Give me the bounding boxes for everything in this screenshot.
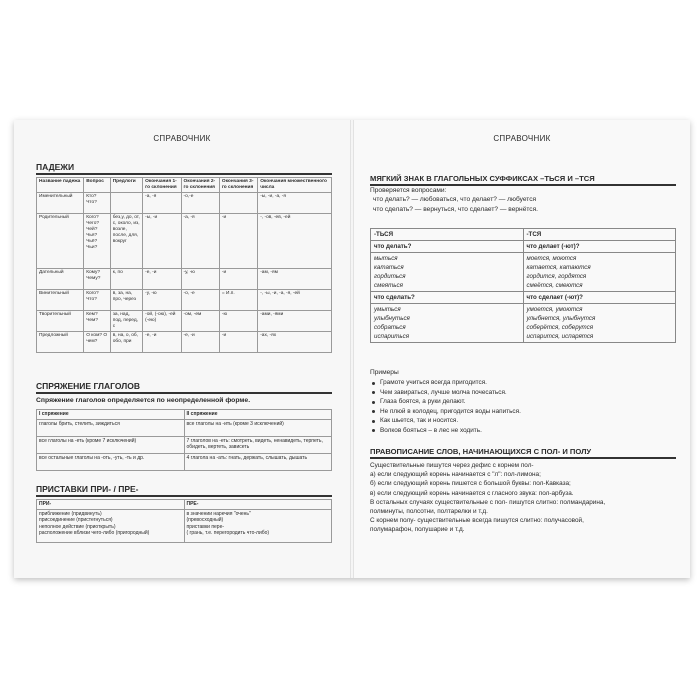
table-cell: -у, -ю <box>181 269 219 290</box>
prefix-table <box>36 499 332 543</box>
open-book <box>14 120 690 578</box>
conjugation-subheading: Спряжение глаголов определяется по неопределенной форме. <box>36 397 251 404</box>
table-cell: Кому? Чему? <box>84 269 111 290</box>
list-item: Волков бояться – в лес не ходить. <box>370 426 521 436</box>
table-cell: -а, -я <box>181 214 219 269</box>
list-item: Как шьется, так и носится. <box>370 416 521 426</box>
pol-rules-text <box>370 461 680 535</box>
table-row <box>371 253 676 292</box>
verb-form: моется, моются <box>526 255 577 262</box>
table-cell: -о, -е <box>181 290 219 311</box>
cases-col-header: Вопрос <box>84 178 111 193</box>
conjugation-heading-rule <box>36 392 332 394</box>
conj-col-header: II спряжение <box>184 410 332 420</box>
table-cell: все остальные глаголы на -оть, -уть, -ть и др. <box>37 453 185 470</box>
table-cell: -о,-е <box>181 193 219 214</box>
question-cell: что делает (-ют)? <box>523 241 676 253</box>
examples-title: Примеры <box>370 369 399 376</box>
table-row <box>37 193 332 214</box>
table-cell: -ами, -ями <box>258 311 332 332</box>
text-line: В остальных случаях существительные с пол- пишутся слитно: полмандарина, <box>370 498 606 506</box>
check-lines <box>370 186 538 214</box>
table-cell: -ом, -ем <box>181 311 219 332</box>
question-cell: что сделает (-ют)? <box>523 292 676 304</box>
question-cell: что делать? <box>371 241 524 253</box>
verb-form: мыться <box>374 255 398 262</box>
question-cell: что сделать? <box>371 292 524 304</box>
table-cell: -ы, -и <box>143 214 181 269</box>
cases-heading-rule <box>36 173 332 175</box>
verb-form: испариться <box>374 333 410 340</box>
conjugation-table <box>36 409 332 471</box>
check-line: что делать? — любоваться, что делает? — любуется <box>373 196 537 204</box>
table-cell: -ах, -ях <box>258 332 332 353</box>
pol-heading: ПРАВОПИСАНИЕ СЛОВ, НАЧИНАЮЩИХСЯ С ПОЛ- И ПОЛУ <box>370 447 592 456</box>
soft-sign-heading: МЯГКИЙ ЗНАК В ГЛАГОЛЬНЫХ СУФФИКСАХ –ТЬСЯ И –ТСЯ <box>370 174 595 183</box>
conjugation-heading: СПРЯЖЕНИЕ ГЛАГОЛОВ <box>36 381 140 391</box>
cases-col-header: Окончания 2-го склонения <box>181 178 219 193</box>
table-cell <box>110 193 142 214</box>
verb-form: кататься <box>374 264 404 271</box>
verb-form: катается, катаются <box>526 264 591 271</box>
table-cell: -а, -я <box>143 193 181 214</box>
table-cell: -и <box>219 269 257 290</box>
text-line: Существительные пишутся через дефис с корнем пол- <box>370 462 534 469</box>
soft-col-tsya-hard: -ТСЯ <box>523 229 676 241</box>
text-line: С корнем полу- существительные всегда пишутся слитно: получасовой, <box>370 517 584 525</box>
table-cell: все глаголы на -еть (кроме 7 исключений) <box>37 436 185 453</box>
soft-sign-table <box>370 228 676 343</box>
text-line: б) если следующий корень пишется с большой буквы: пол-Кавказа; <box>370 480 571 488</box>
table-cell <box>371 304 524 343</box>
table-cell: 4 глагола на -ать: гнать, держать, слышать, дышать <box>184 453 332 470</box>
verb-form: гордится, гордятся <box>526 273 587 280</box>
table-cell: -и <box>219 332 257 353</box>
table-cell: в значении наречия "очень" (превосходный) приставки пере- ( грань, т.е. перегородить что-либо) <box>184 509 332 542</box>
list-item: Чем завираться, лучше молча почесаться. <box>370 388 521 398</box>
table-row <box>37 419 332 436</box>
check-line: что сделать? — вернуться, что сделает? — вернётся. <box>373 205 539 213</box>
examples-list <box>370 378 521 436</box>
verb-form: собраться <box>374 324 406 331</box>
table-cell: к, по <box>110 269 142 290</box>
cases-col-header: Окончания 3-го склонения <box>219 178 257 193</box>
table-row <box>37 332 332 353</box>
table-cell: Дательный <box>37 269 84 290</box>
table-row <box>37 290 332 311</box>
table-cell <box>523 304 676 343</box>
cases-col-header: Окончания множественного числа <box>258 178 332 193</box>
left-page-title: СПРАВОЧНИК <box>153 134 211 143</box>
table-cell: Кем? Чем? <box>84 311 111 332</box>
table-cell: в, за, на, про, через <box>110 290 142 311</box>
prefix-heading-rule <box>36 495 332 497</box>
cases-col-header: Окончания 1-го склонения <box>143 178 181 193</box>
table-cell: приближение (придвинуть) присоединение (пристегнуться) неполное действие (приоткрыть) расположение вблизи чего-либо (пригородный) <box>37 509 185 542</box>
question-row <box>371 292 676 304</box>
table-cell: -ам, -ям <box>258 269 332 290</box>
table-cell: Кого? Чего? Чей? Чья? Чьё? Чьи? <box>84 214 111 269</box>
table-cell <box>523 253 676 292</box>
table-row <box>37 269 332 290</box>
left-page <box>14 120 350 578</box>
check-line: Проверяется вопросами: <box>370 187 447 194</box>
table-cell: -, -ов, -ев, -ей <box>258 214 332 269</box>
table-cell: без,у, до, от, с, около, из, возле, после, для, вокруг <box>110 214 142 269</box>
table-cell: Винительный <box>37 290 84 311</box>
table-row <box>37 214 332 269</box>
prefix-heading: ПРИСТАВКИ ПРИ- / ПРЕ- <box>36 484 139 494</box>
table-row <box>37 453 332 470</box>
table-cell: -ю <box>219 311 257 332</box>
table-row <box>37 311 332 332</box>
cases-col-header: Название падежа <box>37 178 84 193</box>
cases-heading: ПАДЕЖИ <box>36 162 75 172</box>
list-item: Грамоте учиться всегда пригодится. <box>370 378 521 388</box>
table-cell: Творительный <box>37 311 84 332</box>
prefix-col-header: ПРЕ- <box>184 500 332 510</box>
table-cell: глаголы брить, стелить, зиждиться <box>37 419 185 436</box>
conj-col-header: I спряжение <box>37 410 185 420</box>
table-cell: -е, -и <box>143 332 181 353</box>
table-cell: Предложный <box>37 332 84 353</box>
pol-heading-rule <box>370 457 676 459</box>
cases-table <box>36 177 332 353</box>
table-cell: за, над, под, перед, с <box>110 311 142 332</box>
verb-form: смеяться <box>374 282 403 289</box>
prefix-col-header: ПРИ- <box>37 500 185 510</box>
table-cell: Именительный <box>37 193 84 214</box>
table-cell: Кого? Что? <box>84 290 111 311</box>
verb-form: улыбнуться <box>374 315 410 322</box>
question-row <box>371 241 676 253</box>
verb-form: умоется, умоются <box>526 306 583 313</box>
table-cell: в, на, о, об, обо, при <box>110 332 142 353</box>
table-cell: Кто? Что? <box>84 193 111 214</box>
table-cell <box>371 253 524 292</box>
table-row <box>37 436 332 453</box>
table-row <box>371 304 676 343</box>
table-cell: Родительный <box>37 214 84 269</box>
text-line: в) если следующий корень начинается с гласного звука: пол-арбуза. <box>370 489 574 497</box>
right-page-title: СПРАВОЧНИК <box>493 134 551 143</box>
verb-form: смеётся, смеются <box>526 282 583 289</box>
text-line: полминуты, полсотни, полтарелки и т.д. <box>370 508 488 516</box>
table-row <box>37 509 332 542</box>
table-cell: -, -ы, -и, -а, -я, -ей <box>258 290 332 311</box>
verb-form: умыться <box>374 306 401 313</box>
cases-col-header: Предлоги <box>110 178 142 193</box>
soft-col-tsya-soft: -ТЬСЯ <box>371 229 524 241</box>
table-cell: О ком? О чем? <box>84 332 111 353</box>
verb-form: гордиться <box>374 273 406 280</box>
right-page <box>354 120 690 578</box>
table-cell: -у, -ю <box>143 290 181 311</box>
table-cell: -ой, (-ою), -ей (-ею) <box>143 311 181 332</box>
table-cell: 7 глаголов на -еть: смотреть, видеть, ненавидеть, терпеть, обидеть, вертеть, зависеть <box>184 436 332 453</box>
text-line: а) если следующий корень начинается с "л": пол-лимона; <box>370 471 541 479</box>
table-cell: = И.п. <box>219 290 257 311</box>
verb-form: улыбнется, улыбнутся <box>526 315 596 322</box>
table-cell <box>219 193 257 214</box>
table-cell: -ы, -и, -а, -я <box>258 193 332 214</box>
table-cell: -е, -и <box>181 332 219 353</box>
table-cell: все глаголы на -ить (кроме 3 исключений) <box>184 419 332 436</box>
text-line: полумарафон, полушарие и т.д. <box>370 526 465 534</box>
verb-form: испарится, испарятся <box>526 333 594 340</box>
list-item: Не плюй в колодец, пригодится воды напиться. <box>370 407 521 417</box>
list-item: Глаза боятся, а руки делают. <box>370 397 521 407</box>
verb-form: соберётся, соберутся <box>526 324 594 331</box>
table-cell: -е, -и <box>143 269 181 290</box>
table-cell: -и <box>219 214 257 269</box>
